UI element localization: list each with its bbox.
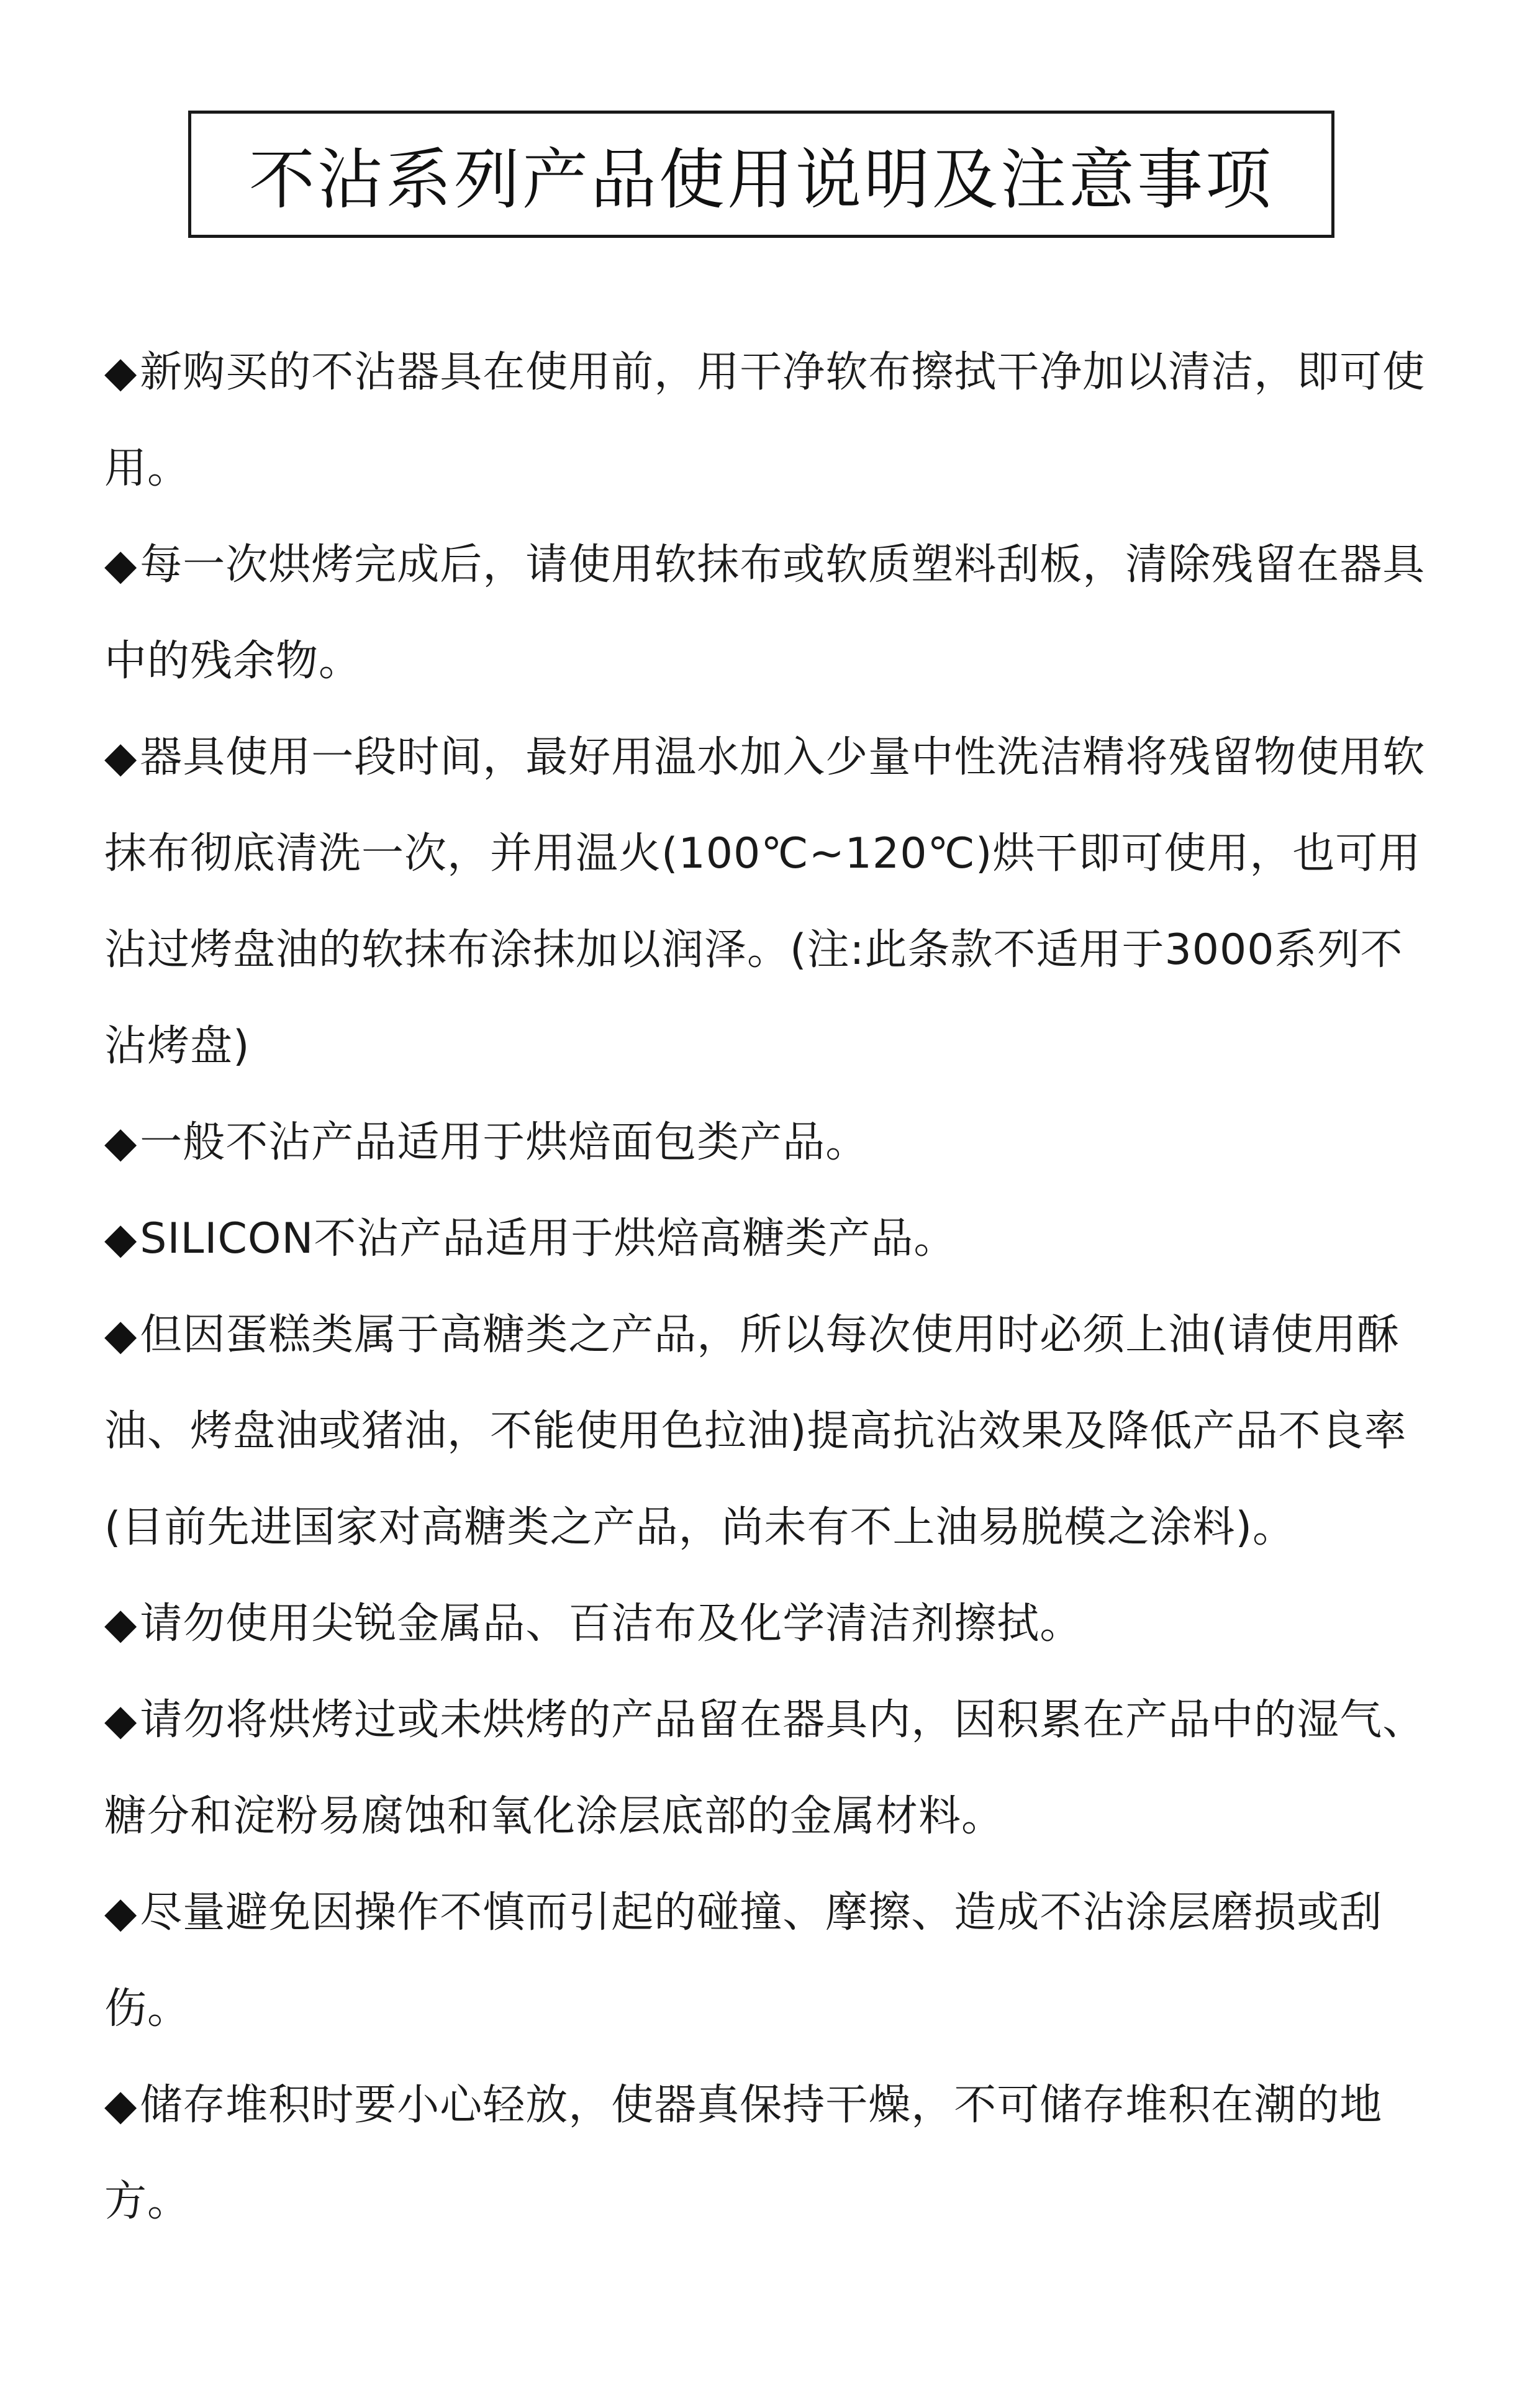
note-text: 尽量避免因操作不慎而引起的碰撞、摩擦、造成不沾涂层磨损或刮伤。 (104, 1888, 1383, 2033)
note-text: 一般不沾产品适用于烘焙面包类产品。 (140, 1118, 869, 1167)
note-item (104, 1191, 1446, 1287)
page-title: 不沾系列产品使用说明及注意事项 (249, 141, 1274, 218)
note-item (104, 2057, 1446, 2250)
note-text: 请勿使用尖锐金属品、百洁布及化学清洁剂擦拭。 (140, 1599, 1083, 1648)
note-text: SILICON不沾产品适用于烘焙高糖类产品。 (140, 1214, 957, 1263)
notes-list (104, 324, 1446, 2250)
note-item (104, 517, 1446, 709)
note-text: 新购买的不沾器具在使用前，用干净软布擦拭干净加以清洁，即可使用。 (104, 348, 1426, 493)
diamond-bullet-icon: ◆ (104, 1214, 138, 1263)
note-item (104, 1287, 1446, 1576)
diamond-bullet-icon: ◆ (104, 1696, 138, 1745)
note-text: 请勿将烘烤过或未烘烤的产品留在器具内，因积累在产品中的湿气、糖分和淀粉易腐蚀和氧化涂层底部的金属材料。 (104, 1696, 1426, 1841)
diamond-bullet-icon: ◆ (104, 2081, 138, 2130)
diamond-bullet-icon: ◆ (104, 1311, 138, 1360)
note-item (104, 1094, 1446, 1191)
diamond-bullet-icon: ◆ (104, 1118, 138, 1167)
note-item (104, 324, 1446, 517)
note-item (104, 1672, 1446, 1865)
note-text: 但因蛋糕类属于高糖类之产品，所以每次使用时必须上油(请使用酥油、烤盘油或猪油，不能使用色拉油)提高抗沾效果及降低产品不良率(目前先进国家对高糖类之产品，尚未有不上油易脱模之涂料)。 (104, 1311, 1407, 1552)
note-item (104, 1576, 1446, 1672)
note-text: 储存堆积时要小心轻放，使器真保持干燥，不可储存堆积在潮的地方。 (104, 2081, 1383, 2226)
note-item (104, 709, 1446, 1094)
diamond-bullet-icon: ◆ (104, 733, 138, 782)
diamond-bullet-icon: ◆ (104, 1888, 138, 1937)
title-box (188, 111, 1334, 238)
diamond-bullet-icon: ◆ (104, 348, 138, 397)
diamond-bullet-icon: ◆ (104, 1599, 138, 1648)
note-item (104, 1865, 1446, 2057)
diamond-bullet-icon: ◆ (104, 540, 138, 589)
note-text: 器具使用一段时间，最好用温水加入少量中性洗洁精将残留物使用软抹布彻底清洗一次，并用温火(100℃~120℃)烘干即可使用，也可用沾过烤盘油的软抹布涂抹加以润泽。(注:此条款不适用于3000系列不沾烤盘) (104, 733, 1426, 1071)
note-text: 每一次烘烤完成后，请使用软抹布或软质塑料刮板，清除残留在器具中的残余物。 (104, 540, 1426, 686)
